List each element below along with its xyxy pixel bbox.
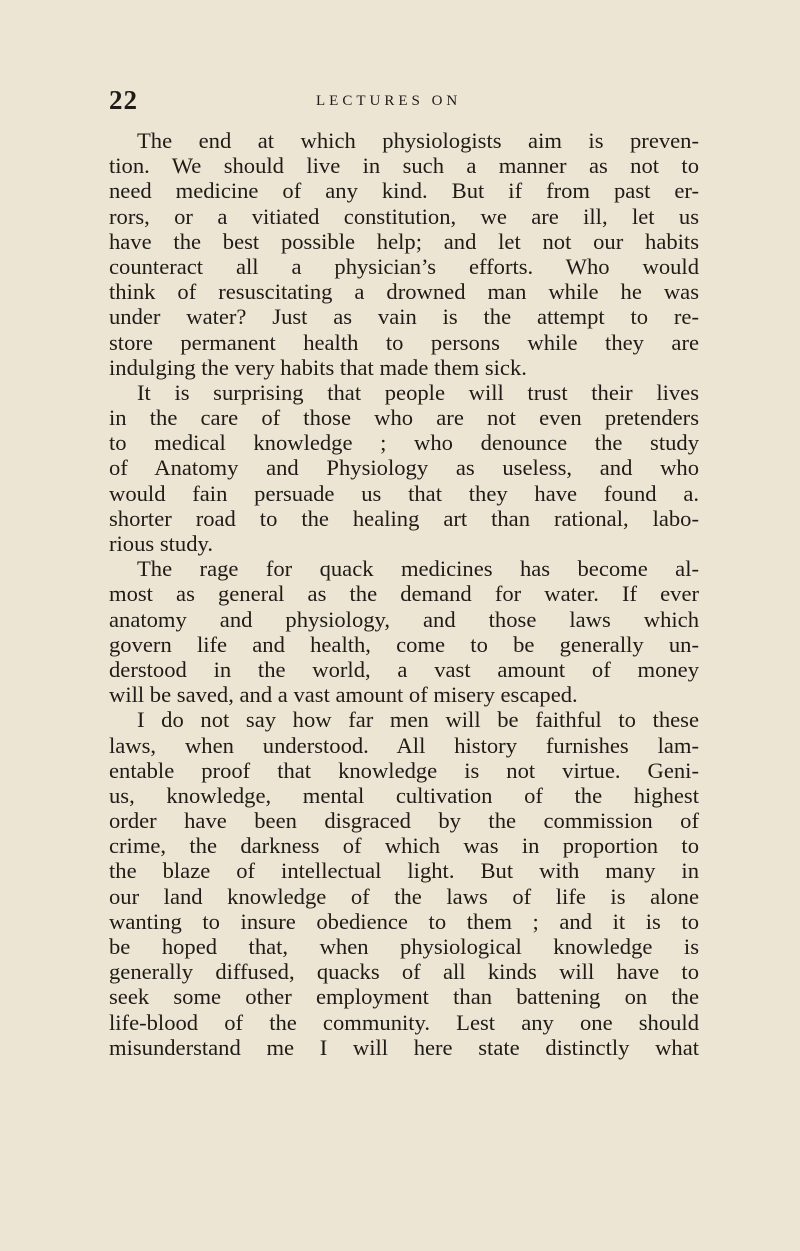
text-line: entable proof that knowledge is not virtue. Geni- xyxy=(109,757,699,783)
body-text xyxy=(109,128,699,1060)
text-line: wanting to insure obedience to them ; and it is to xyxy=(109,908,699,934)
text-line: misunderstand me I will here state distinctly what xyxy=(109,1034,699,1060)
text-line: The rage for quack medicines has become al- xyxy=(137,556,699,582)
text-line: life-blood of the community. Lest any one should xyxy=(109,1009,699,1035)
text-line: store permanent health to persons while they are xyxy=(109,329,699,355)
text-line: rious study. xyxy=(109,531,213,556)
running-title: LECTURES ON xyxy=(316,93,462,109)
text-line: tion. We should live in such a manner as not to xyxy=(109,153,699,179)
text-line: think of resuscitating a drowned man while he was xyxy=(109,279,699,305)
text-line: our land knowledge of the laws of life is alone xyxy=(109,883,699,909)
text-line: rors, or a vitiated constitution, we are ill, let us xyxy=(109,203,699,229)
text-line: in the care of those who are not even pretenders xyxy=(109,405,699,431)
text-line: laws, when understood. All history furnishes lam- xyxy=(109,732,699,758)
text-line: generally diffused, quacks of all kinds will have to xyxy=(109,959,699,985)
text-line: shorter road to the healing art than rational, labo- xyxy=(109,505,699,531)
text-line: of Anatomy and Physiology as useless, and who xyxy=(109,455,699,481)
text-line: have the best possible help; and let not our habits xyxy=(109,228,699,254)
page-number: 22 xyxy=(109,85,138,115)
text-line: be hoped that, when physiological knowledge is xyxy=(109,934,699,959)
text-line: seek some other employment than battening on the xyxy=(109,984,699,1010)
text-line: I do not say how far men will be faithful to these xyxy=(137,707,699,733)
text-line: order have been disgraced by the commission of xyxy=(109,808,699,834)
text-line: anatomy and physiology, and those laws which xyxy=(109,606,699,632)
text-line: need medicine of any kind. But if from past er- xyxy=(109,178,699,204)
text-line: will be saved, and a vast amount of misery escaped. xyxy=(109,682,578,708)
text-line: would fain persuade us that they have found a. xyxy=(109,480,699,506)
text-line: under water? Just as vain is the attempt to re- xyxy=(109,304,699,330)
text-line: derstood in the world, a vast amount of money xyxy=(109,656,699,682)
text-line: The end at which physiologists aim is preven- xyxy=(137,128,699,153)
text-line: to medical knowledge ; who denounce the study xyxy=(109,430,699,456)
text-line: counteract all a physician’s efforts. Who would xyxy=(109,253,699,279)
text-line: govern life and health, come to be generally un- xyxy=(109,631,699,657)
text-line: most as general as the demand for water. If ever xyxy=(109,581,699,607)
text-line: It is surprising that people will trust their lives xyxy=(137,379,699,405)
text-line: the blaze of intellectual light. But with many in xyxy=(109,858,699,884)
text-line: indulging the very habits that made them sick. xyxy=(109,354,527,380)
text-line: us, knowledge, mental cultivation of the highest xyxy=(109,782,699,808)
text-line: crime, the darkness of which was in proportion to xyxy=(109,833,699,859)
